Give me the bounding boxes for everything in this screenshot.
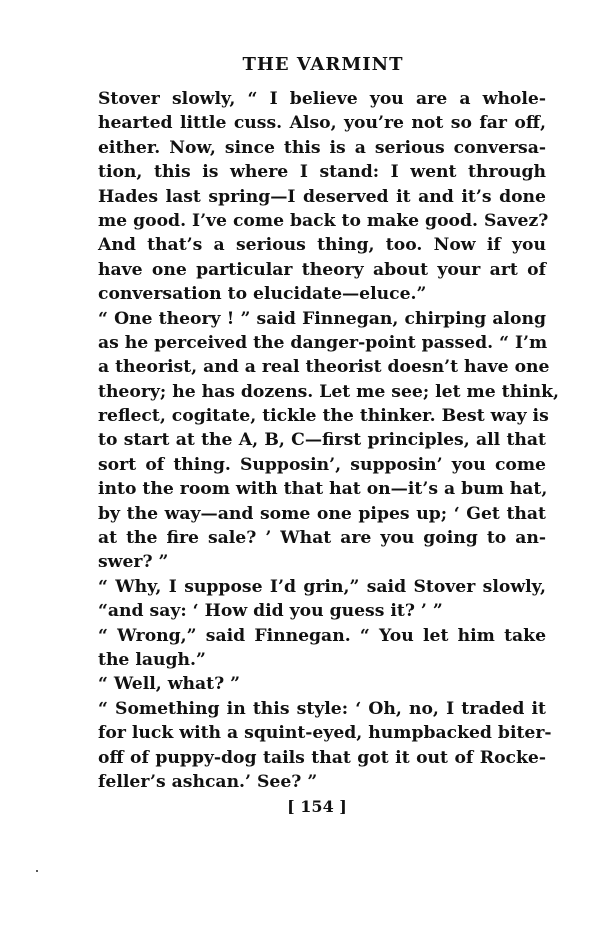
text-line: the laugh.” [98, 649, 206, 670]
text-line: theory; he has dozens. Let me see; let me think, [98, 381, 559, 402]
text-line: a theorist, and a real theorist doesn’t have one [98, 357, 550, 378]
text-line: Stover slowly, “ I believe you are a whole- [98, 89, 546, 109]
text-line: have one particular theory about your art of [98, 259, 546, 280]
page-number: [ 154 ] [287, 797, 347, 816]
text-line: off of puppy-dog tails that got it out of Rocke- [98, 747, 546, 768]
text-line: at the fire sale? ’ What are you going to an- [98, 528, 546, 549]
body-text [98, 87, 559, 794]
text-line: Hades last spring—I deserved it and it’s done [98, 186, 546, 207]
text-line: “ Well, what? ” [98, 674, 241, 695]
text-line: “and say: ‘ How did you guess it? ’ ” [98, 601, 443, 622]
text-line: “ Why, I suppose I’d grin,” said Stover slowly, [98, 576, 546, 597]
text-line: conversation to elucidate—eluce.” [98, 284, 427, 305]
text-line: reflect, cogitate, tickle the thinker. Best way is [98, 406, 549, 427]
text-line: tion, this is where I stand: I went through [98, 162, 546, 183]
text-line: hearted little cuss. Also, you’re not so far off, [98, 113, 546, 134]
text-line: into the room with that hat on—it’s a bum hat, [98, 479, 548, 500]
text-line: swer? ” [98, 552, 169, 573]
text-line: “ One theory ! ” said Finnegan, chirping along [98, 308, 546, 329]
text-line: for luck with a squint-eyed, humpbacked biter- [98, 723, 552, 744]
text-line: as he perceived the danger-point passed. “ I’m [98, 332, 548, 353]
text-line: by the way—and some one pipes up; ‘ Get that [98, 503, 546, 524]
text-line: “ Wrong,” said Finnegan. “ You let him take [98, 625, 546, 646]
text-line: me good. I’ve come back to make good. Savez? [98, 210, 549, 231]
text-line: And that’s a serious thing, too. Now if you [98, 235, 546, 256]
text-line: sort of thing. Supposin’, supposin’ you come [98, 454, 546, 475]
running-head: THE VARMINT [242, 54, 404, 75]
print-speck [36, 870, 38, 872]
text-line: either. Now, since this is a serious conversa- [98, 137, 546, 158]
text-line: to start at the A, B, C—first principles, all that [98, 430, 546, 451]
text-line: “ Something in this style: ‘ Oh, no, I traded it [98, 698, 546, 719]
text-line: feller’s ashcan.’ See? ” [98, 771, 318, 792]
